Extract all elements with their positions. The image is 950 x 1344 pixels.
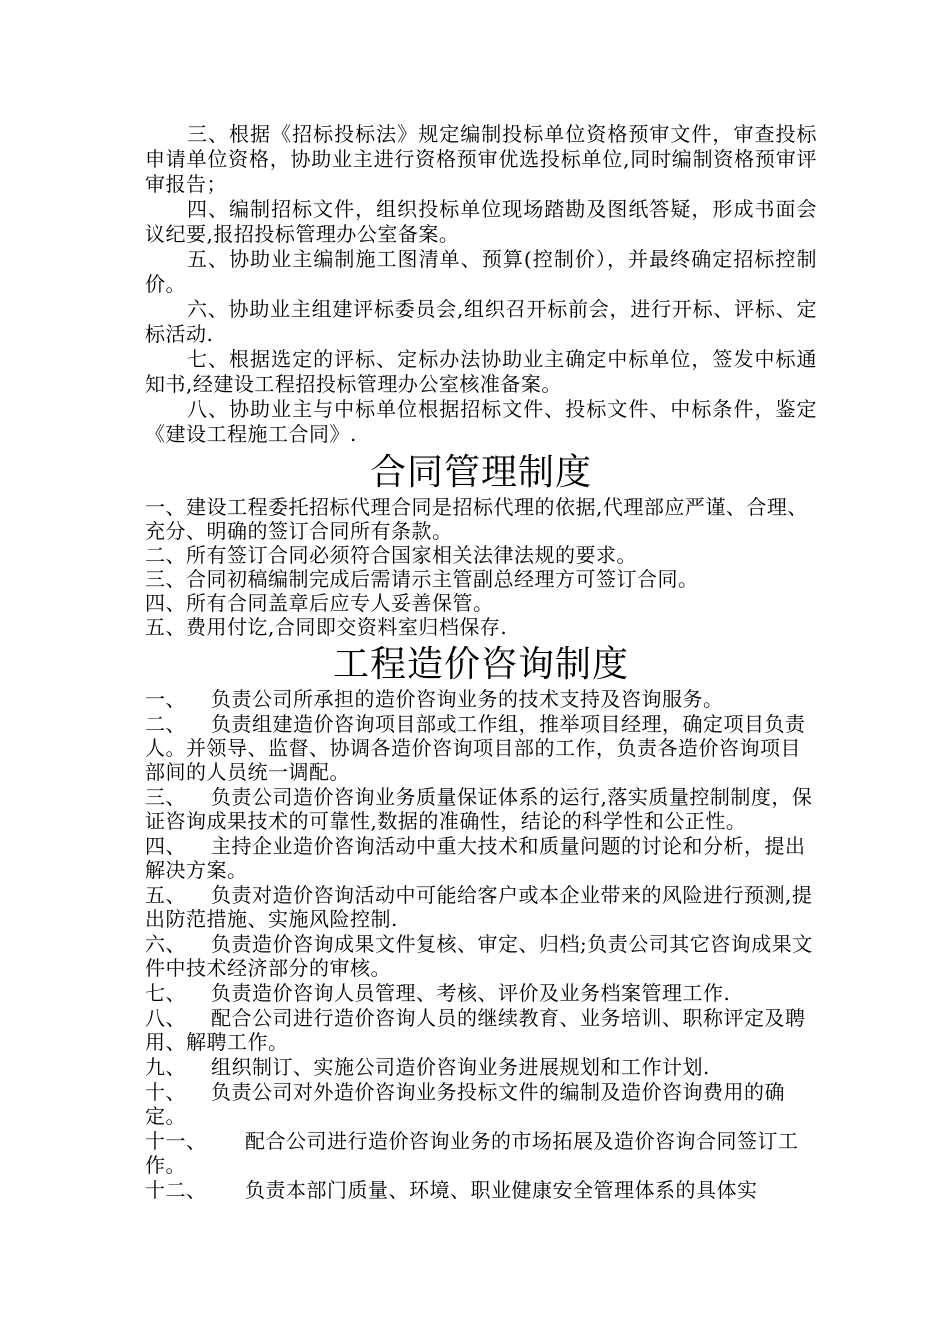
cost-item-2 bbox=[145, 712, 817, 784]
cost-item-5 bbox=[145, 883, 817, 931]
item-text: 负责公司所承担的造价咨询业务的技术支持及咨询服务。 bbox=[211, 687, 724, 711]
document-page bbox=[145, 122, 817, 1203]
cost-item-12 bbox=[145, 1178, 817, 1202]
item-text: 负责本部门质量、环境、职业健康安全管理体系的具体实 bbox=[245, 1178, 758, 1202]
cost-item-10 bbox=[145, 1080, 817, 1128]
item-text: 负责公司对外造价咨询业务投标文件的编制及造价咨询费用的确定。 bbox=[145, 1080, 785, 1128]
item-text: 配合公司进行造价咨询人员的继续教育、业务培训、职称评定及聘用、解聘工作。 bbox=[145, 1006, 806, 1054]
cost-item-1 bbox=[145, 687, 817, 711]
item-number: 四、 bbox=[145, 834, 186, 858]
item-number: 六、 bbox=[145, 932, 186, 956]
item-text: 主持企业造价咨询活动中重大技术和质量问题的讨论和分析，提出解决方案。 bbox=[145, 834, 806, 882]
item-number: 三、 bbox=[145, 785, 186, 809]
cost-consulting-section bbox=[145, 643, 817, 1202]
contract-item-1: 一、建设工程委托招标代理合同是招标代理的依据,代理部应严谨、合理、充分、明确的签订合同所有条款。 bbox=[145, 495, 808, 543]
cost-item-9 bbox=[145, 1055, 817, 1079]
item-number: 十一、 bbox=[145, 1129, 207, 1153]
tender-procedure-section bbox=[145, 122, 817, 447]
item-text: 负责造价咨询成果文件复核、审定、归档;负责公司其它咨询成果文件中技术经济部分的审核。 bbox=[145, 932, 813, 980]
cost-item-11 bbox=[145, 1129, 817, 1177]
contract-section-title: 合同管理制度 bbox=[369, 452, 592, 493]
item-number: 八、 bbox=[145, 1006, 186, 1030]
item-number: 十二、 bbox=[145, 1178, 207, 1202]
tender-item-4: 四、编制招标文件，组织投标单位现场踏勘及图纸答疑，形成书面会议纪要,报招投标管理办公室备案。 bbox=[145, 197, 817, 246]
tender-item-3: 三、根据《招标投标法》规定编制投标单位资格预审文件，审查投标申请单位资格，协助业主进行资格预审优选投标单位,同时编制资格预审评审报告； bbox=[145, 122, 817, 196]
tender-item-6: 六、协助业主组建评标委员会,组织召开标前会，进行开标、评标、定标活动. bbox=[145, 297, 817, 346]
contract-item-2: 二、所有签订合同必须符合国家相关法律法规的要求。 bbox=[145, 543, 637, 567]
item-text: 组织制订、实施公司造价咨询业务进展规划和工作计划. bbox=[211, 1055, 710, 1079]
tender-item-7: 七、根据选定的评标、定标办法协助业主确定中标单位，签发中标通知书,经建设工程招投标管理办公室核准备案。 bbox=[145, 347, 817, 396]
tender-item-8: 八、协助业主与中标单位根据招标文件、投标文件、中标条件，鉴定《建设工程施工合同》. bbox=[145, 397, 817, 446]
item-number: 一、 bbox=[145, 687, 186, 711]
cost-item-3 bbox=[145, 785, 817, 833]
item-text: 负责组建造价咨询项目部或工作组，推举项目经理，确定项目负责人。并领导、监督、协调各造价咨询项目部的工作，负责各造价咨询项目部间的人员统一调配。 bbox=[145, 712, 806, 784]
item-text: 负责公司造价咨询业务质量保证体系的运行,落实质量控制制度，保证咨询成果技术的可靠性,数据的准确性，结论的科学性和公正性。 bbox=[145, 785, 813, 833]
item-text: 负责造价咨询人员管理、考核、评价及业务档案管理工作. bbox=[211, 981, 731, 1005]
item-number: 七、 bbox=[145, 981, 186, 1005]
item-text: 配合公司进行造价咨询业务的市场拓展及造价咨询合同签订工作。 bbox=[145, 1129, 799, 1177]
tender-item-5: 五、协助业主编制施工图清单、预算(控制价），并最终确定招标控制价。 bbox=[145, 247, 817, 296]
item-number: 五、 bbox=[145, 883, 186, 907]
cost-item-4 bbox=[145, 834, 817, 882]
cost-section-title: 工程造价咨询制度 bbox=[332, 644, 629, 685]
item-number: 十、 bbox=[145, 1080, 186, 1104]
item-text: 负责对造价咨询活动中可能给客户或本企业带来的风险进行预测,提出防范措施、实施风险控制. bbox=[145, 883, 813, 931]
item-number: 二、 bbox=[145, 712, 186, 736]
contract-management-section bbox=[145, 451, 817, 639]
cost-item-7 bbox=[145, 981, 817, 1005]
item-number: 九、 bbox=[145, 1055, 186, 1079]
contract-item-3: 三、合同初稿编制完成后需请示主管副总经理方可签订合同。 bbox=[145, 567, 699, 591]
contract-item-5: 五、费用付讫,合同即交资料室归档保存. bbox=[145, 615, 508, 639]
contract-item-4: 四、所有合同盖章后应专人妥善保管。 bbox=[145, 591, 494, 615]
cost-item-6 bbox=[145, 932, 817, 980]
cost-item-8 bbox=[145, 1006, 817, 1054]
